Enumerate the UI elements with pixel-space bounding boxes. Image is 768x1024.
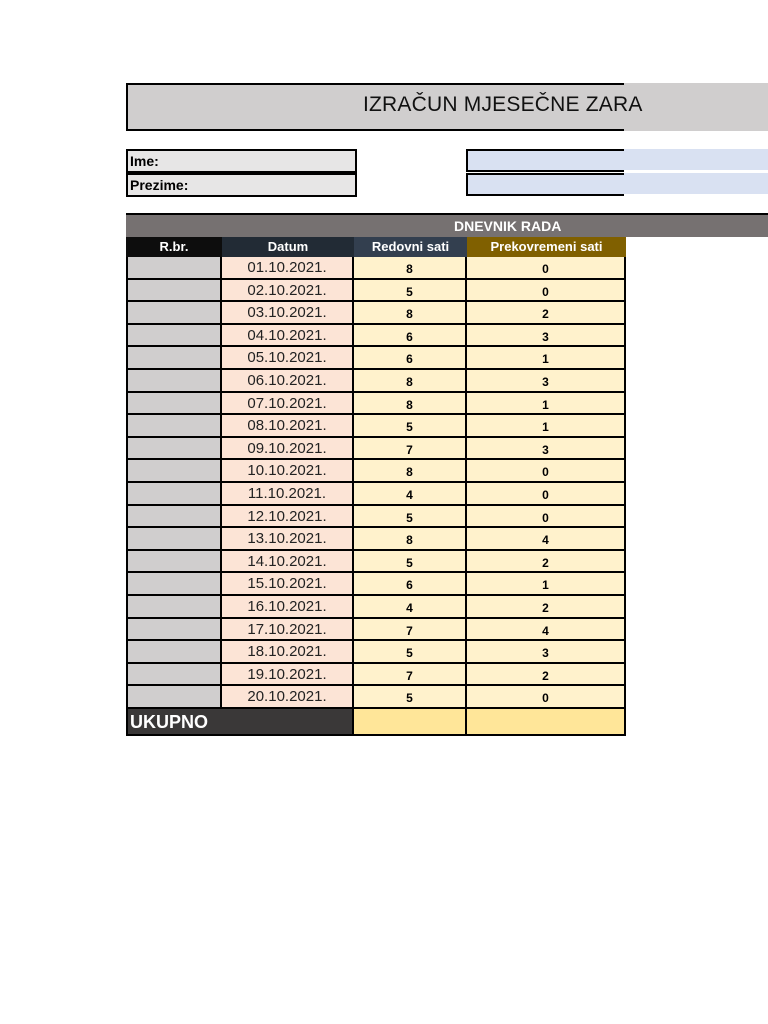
datum-cell[interactable]: 07.10.2021. — [222, 393, 354, 416]
table-row — [126, 686, 626, 709]
datum-cell[interactable]: 14.10.2021. — [222, 551, 354, 574]
redovni-sati-cell[interactable]: 4 — [354, 596, 467, 619]
rbr-cell[interactable] — [126, 573, 222, 596]
redovni-sati-cell[interactable]: 8 — [354, 528, 467, 551]
datum-cell[interactable]: 09.10.2021. — [222, 438, 354, 461]
rbr-cell[interactable] — [126, 280, 222, 303]
datum-cell[interactable]: 13.10.2021. — [222, 528, 354, 551]
rbr-cell[interactable] — [126, 506, 222, 529]
table-row — [126, 415, 626, 438]
prekovremeni-sati-cell[interactable]: 1 — [467, 573, 626, 596]
rbr-cell[interactable] — [126, 551, 222, 574]
table-header — [126, 237, 626, 257]
section-title: DNEVNIK RADA — [454, 218, 562, 234]
total-label: UKUPNO — [126, 709, 354, 736]
table-row — [126, 528, 626, 551]
redovni-sati-cell[interactable]: 7 — [354, 438, 467, 461]
col-header-rbr: R.br. — [126, 237, 222, 257]
prekovremeni-sati-cell[interactable]: 1 — [467, 415, 626, 438]
prekovremeni-sati-cell[interactable]: 3 — [467, 641, 626, 664]
rbr-cell[interactable] — [126, 528, 222, 551]
prekovremeni-sati-cell[interactable]: 2 — [467, 302, 626, 325]
table-row — [126, 573, 626, 596]
redovni-sati-cell[interactable]: 5 — [354, 506, 467, 529]
redovni-sati-cell[interactable]: 6 — [354, 325, 467, 348]
ime-input[interactable] — [466, 149, 768, 170]
table-row — [126, 460, 626, 483]
rbr-cell[interactable] — [126, 370, 222, 393]
datum-cell[interactable]: 04.10.2021. — [222, 325, 354, 348]
rbr-cell[interactable] — [126, 483, 222, 506]
ime-input-frame — [466, 149, 624, 172]
rbr-cell[interactable] — [126, 596, 222, 619]
redovni-sati-cell[interactable]: 4 — [354, 483, 467, 506]
prekovremeni-sati-cell[interactable]: 2 — [467, 664, 626, 687]
datum-cell[interactable]: 03.10.2021. — [222, 302, 354, 325]
redovni-sati-cell[interactable]: 7 — [354, 664, 467, 687]
table-row — [126, 596, 626, 619]
prekovremeni-sati-cell[interactable]: 0 — [467, 257, 626, 280]
rbr-cell[interactable] — [126, 257, 222, 280]
datum-cell[interactable]: 12.10.2021. — [222, 506, 354, 529]
rbr-cell[interactable] — [126, 302, 222, 325]
table-row — [126, 280, 626, 303]
redovni-sati-cell[interactable]: 5 — [354, 641, 467, 664]
page-title: IZRAČUN MJESEČNE ZARA — [363, 93, 643, 116]
redovni-sati-cell[interactable]: 6 — [354, 347, 467, 370]
table-row — [126, 619, 626, 642]
table-row — [126, 438, 626, 461]
datum-cell[interactable]: 17.10.2021. — [222, 619, 354, 642]
prekovremeni-sati-cell[interactable]: 2 — [467, 551, 626, 574]
datum-cell[interactable]: 01.10.2021. — [222, 257, 354, 280]
ime-label: Ime: — [126, 149, 357, 173]
redovni-sati-cell[interactable]: 8 — [354, 257, 467, 280]
redovni-sati-cell[interactable]: 5 — [354, 415, 467, 438]
col-header-datum: Datum — [222, 237, 354, 257]
datum-cell[interactable]: 19.10.2021. — [222, 664, 354, 687]
rbr-cell[interactable] — [126, 460, 222, 483]
table-row — [126, 370, 626, 393]
datum-cell[interactable]: 05.10.2021. — [222, 347, 354, 370]
prekovremeni-sati-cell[interactable]: 4 — [467, 528, 626, 551]
prezime-input-frame — [466, 173, 624, 196]
redovni-sati-cell[interactable]: 5 — [354, 280, 467, 303]
table-row — [126, 551, 626, 574]
total-prekovremeni-cell[interactable] — [467, 709, 626, 736]
redovni-sati-cell[interactable]: 8 — [354, 370, 467, 393]
prekovremeni-sati-cell[interactable]: 4 — [467, 619, 626, 642]
prekovremeni-sati-cell[interactable]: 0 — [467, 506, 626, 529]
table-row — [126, 257, 626, 280]
table-row — [126, 347, 626, 370]
rbr-cell[interactable] — [126, 664, 222, 687]
prekovremeni-sati-cell[interactable]: 0 — [467, 483, 626, 506]
datum-cell[interactable]: 10.10.2021. — [222, 460, 354, 483]
table-row — [126, 641, 626, 664]
prekovremeni-sati-cell[interactable]: 2 — [467, 596, 626, 619]
rbr-cell[interactable] — [126, 438, 222, 461]
prekovremeni-sati-cell[interactable]: 1 — [467, 393, 626, 416]
datum-cell[interactable]: 16.10.2021. — [222, 596, 354, 619]
table-row — [126, 325, 626, 348]
table-body — [126, 257, 626, 709]
col-header-redovni: Redovni sati — [354, 237, 467, 257]
redovni-sati-cell[interactable]: 8 — [354, 460, 467, 483]
rbr-cell[interactable] — [126, 415, 222, 438]
prekovremeni-sati-cell[interactable]: 3 — [467, 325, 626, 348]
prekovremeni-sati-cell[interactable]: 3 — [467, 438, 626, 461]
rbr-cell[interactable] — [126, 686, 222, 709]
table-row — [126, 483, 626, 506]
datum-cell[interactable]: 20.10.2021. — [222, 686, 354, 709]
table-row — [126, 506, 626, 529]
title-bar — [126, 83, 768, 131]
prekovremeni-sati-cell[interactable]: 0 — [467, 280, 626, 303]
rbr-cell[interactable] — [126, 393, 222, 416]
rbr-cell[interactable] — [126, 619, 222, 642]
prekovremeni-sati-cell[interactable]: 3 — [467, 370, 626, 393]
prekovremeni-sati-cell[interactable]: 0 — [467, 460, 626, 483]
redovni-sati-cell[interactable]: 5 — [354, 551, 467, 574]
col-header-prekovremeni: Prekovremeni sati — [467, 237, 626, 257]
datum-cell[interactable]: 18.10.2021. — [222, 641, 354, 664]
total-redovni-cell[interactable] — [354, 709, 467, 736]
datum-cell[interactable]: 02.10.2021. — [222, 280, 354, 303]
datum-cell[interactable]: 11.10.2021. — [222, 483, 354, 506]
prekovremeni-sati-cell[interactable]: 0 — [467, 686, 626, 709]
redovni-sati-cell[interactable]: 8 — [354, 302, 467, 325]
redovni-sati-cell[interactable]: 6 — [354, 573, 467, 596]
redovni-sati-cell[interactable]: 5 — [354, 686, 467, 709]
rbr-cell[interactable] — [126, 325, 222, 348]
datum-cell[interactable]: 08.10.2021. — [222, 415, 354, 438]
rbr-cell[interactable] — [126, 347, 222, 370]
table-row — [126, 393, 626, 416]
redovni-sati-cell[interactable]: 7 — [354, 619, 467, 642]
table-row — [126, 302, 626, 325]
table-row — [126, 664, 626, 687]
redovni-sati-cell[interactable]: 8 — [354, 393, 467, 416]
work-log-table — [126, 237, 626, 736]
prekovremeni-sati-cell[interactable]: 1 — [467, 347, 626, 370]
rbr-cell[interactable] — [126, 641, 222, 664]
prezime-input[interactable] — [466, 173, 768, 194]
datum-cell[interactable]: 15.10.2021. — [222, 573, 354, 596]
section-header — [126, 213, 768, 237]
prezime-label: Prezime: — [126, 173, 357, 197]
total-row — [126, 709, 626, 736]
datum-cell[interactable]: 06.10.2021. — [222, 370, 354, 393]
